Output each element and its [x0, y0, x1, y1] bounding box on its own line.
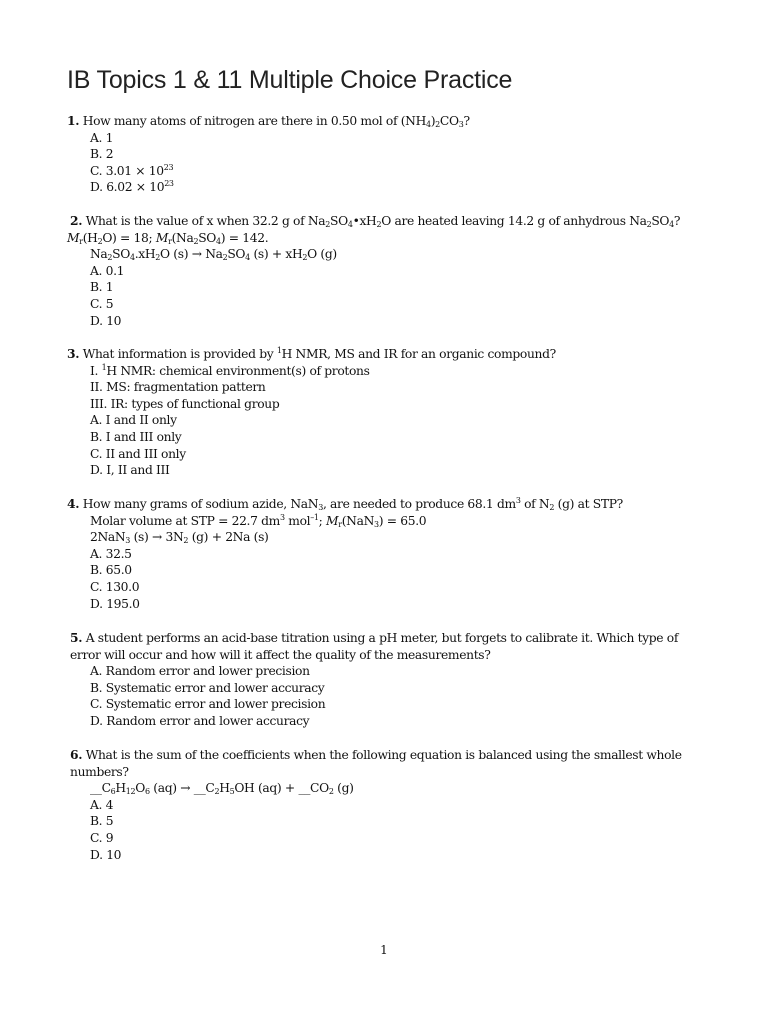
given-text: Molar volume at STP = 22.7 dm — [90, 513, 280, 528]
given-text: mol — [284, 513, 311, 528]
subscript: 4 — [245, 253, 250, 263]
subscript: 3 — [318, 503, 323, 512]
subscript: 2 — [183, 536, 189, 546]
subscript: 2 — [222, 253, 228, 263]
question-number: 5. — [70, 630, 83, 645]
subscript: r — [79, 236, 83, 246]
superscript: 23 — [163, 162, 174, 172]
subscript: 2 — [646, 220, 652, 229]
question-stem — [67, 747, 691, 780]
stem-text: of N — [520, 497, 550, 511]
option-a: A. 1 — [90, 130, 114, 145]
eq-text: SO — [112, 247, 130, 262]
stem-text: (H — [82, 230, 98, 245]
eq-text: O (g) — [307, 247, 337, 262]
statement-i — [67, 363, 687, 380]
eq-text: H — [115, 781, 126, 796]
italic-m: M — [326, 513, 339, 528]
option-c: C. Systematic error and lower precision — [90, 697, 326, 712]
subscript: r — [338, 519, 342, 529]
subscript: 3 — [373, 519, 379, 529]
eq-text: (s) + xH — [249, 247, 303, 262]
subscript: r — [168, 236, 172, 246]
subscript: 2 — [107, 253, 113, 263]
option-a: A. 32.5 — [90, 546, 132, 561]
option-c: C. II and III only — [90, 446, 186, 461]
option-d: D. Random error and lower accuracy — [90, 713, 310, 728]
given-text: ) = 65.0 — [378, 513, 427, 528]
option-a: A. 0.1 — [90, 263, 125, 278]
subscript: 2 — [193, 236, 199, 246]
question-stem — [67, 113, 687, 130]
subscript: 2 — [155, 253, 160, 263]
option-b: B. 5 — [90, 814, 114, 829]
stem-text: ) = 142. — [220, 230, 269, 245]
stem-text: How many grams of sodium azide, NaN — [82, 497, 319, 511]
question-stem — [67, 346, 687, 363]
question-number: 2. — [70, 213, 83, 228]
eq-text: O — [135, 781, 145, 796]
page-number: 1 — [380, 943, 388, 957]
subscript: 2 — [549, 503, 555, 512]
stem-text: How many atoms of nitrogen are there in 0.50 mol of (NH — [82, 114, 426, 128]
page-title: IB Topics 1 & 11 Multiple Choice Practice — [67, 66, 513, 94]
stem-text: ? — [673, 214, 681, 228]
option-text: C. 3.01 × 10 — [90, 163, 164, 178]
subscript: 4 — [347, 220, 353, 229]
molar-mass-line — [67, 230, 687, 247]
statement-iii: III. IR: types of functional group — [90, 396, 280, 411]
subscript: 4 — [129, 253, 135, 263]
eq-text: O (s) → Na — [160, 247, 223, 262]
stem-text: •xH — [352, 214, 377, 228]
stem-text: ) — [430, 114, 436, 128]
subscript: 2 — [302, 253, 308, 263]
statement-text: H NMR: chemical environment(s) of protons — [106, 363, 370, 378]
given-data — [67, 513, 687, 530]
stem-text: SO — [651, 214, 670, 228]
eq-text: (s) → 3N — [130, 530, 184, 545]
statement-text: I. — [90, 363, 102, 378]
eq-text: 2NaN — [90, 530, 126, 545]
equation — [67, 780, 691, 797]
question-stem — [67, 630, 689, 663]
question-5 — [67, 630, 689, 730]
option-b: B. 2 — [90, 147, 114, 162]
stem-text: (g) at STP? — [554, 497, 623, 511]
stem-text: What is the sum of the coefficients when the following equation is balanced using the smallest whole numbers? — [70, 748, 682, 779]
subscript: 4 — [425, 120, 431, 129]
superscript: 3 — [279, 512, 285, 522]
subscript: 2 — [376, 220, 382, 229]
option-a: A. Random error and lower precision — [90, 664, 310, 679]
question-6 — [67, 747, 691, 863]
superscript: 1 — [276, 346, 282, 355]
stem-text: (Na — [171, 230, 194, 245]
question-stem — [67, 496, 687, 513]
subscript: 2 — [435, 120, 440, 129]
subscript: 12 — [125, 787, 136, 797]
stem-text: A student performs an acid-base titration using a pH meter, but forgets to calibrate it. Which type of error will occur and how will it affect the quality of the measurements? — [70, 631, 679, 662]
subscript: 2 — [97, 236, 103, 246]
stem-text: What is the value of x when 32.2 g of Na — [85, 214, 326, 228]
superscript: 3 — [515, 496, 521, 505]
subscript: 6 — [145, 787, 150, 797]
option-d: D. 10 — [90, 847, 122, 862]
stem-text: CO — [439, 114, 459, 128]
option-d: D. 10 — [90, 313, 122, 328]
option-c: C. 5 — [90, 296, 114, 311]
option-b: B. 65.0 — [90, 563, 132, 578]
option-b: B. 1 — [90, 280, 114, 295]
option-a: A. I and II only — [90, 413, 177, 428]
option-d: D. 195.0 — [90, 596, 140, 611]
equation — [67, 529, 687, 546]
stem-text: , are needed to produce 68.1 dm — [322, 497, 516, 511]
option-b: B. I and III only — [90, 429, 182, 444]
subscript: 2 — [214, 787, 220, 797]
equation — [67, 246, 687, 263]
eq-text: H — [219, 781, 230, 796]
subscript: 2 — [325, 220, 330, 229]
statement-ii: II. MS: fragmentation pattern — [90, 380, 266, 395]
option-c: C. 130.0 — [90, 579, 140, 594]
italic-m: M — [67, 230, 80, 245]
stem-text: O are heated leaving 14.2 g of anhydrous Na — [381, 214, 647, 228]
stem-text: O) = 18; — [102, 230, 156, 245]
eq-text: Na — [90, 247, 108, 262]
question-3 — [67, 346, 687, 479]
subscript: 3 — [125, 536, 131, 546]
option-d: D. I, II and III — [90, 463, 170, 478]
eq-text: SO — [227, 247, 246, 262]
question-number: 4. — [67, 496, 80, 511]
subscript: 6 — [110, 787, 116, 797]
subscript: 2 — [328, 787, 334, 797]
given-text: (NaN — [341, 513, 374, 528]
superscript: 1 — [101, 362, 107, 372]
subscript: 5 — [229, 787, 235, 797]
subscript: 4 — [669, 220, 674, 229]
eq-text: OH (aq) + __CO — [234, 781, 329, 796]
option-c: C. 9 — [90, 830, 114, 845]
superscript: 23 — [164, 179, 174, 189]
eq-text: (g) — [333, 781, 354, 796]
italic-m: M — [155, 230, 169, 245]
option-text: D. 6.02 × 10 — [90, 180, 165, 195]
eq-text: __C — [90, 781, 111, 796]
subscript: 3 — [458, 120, 464, 129]
eq-text: .xH — [134, 247, 156, 262]
question-number: 3. — [67, 346, 80, 361]
option-b: B. Systematic error and lower accuracy — [90, 680, 325, 695]
eq-text: (aq) → __C — [149, 781, 215, 796]
question-number: 1. — [67, 113, 80, 128]
question-1 — [67, 113, 687, 196]
superscript: –1 — [310, 512, 319, 522]
option-c — [67, 163, 687, 180]
eq-text: (g) + 2Na (s) — [188, 530, 269, 545]
option-a: A. 4 — [90, 797, 114, 812]
stem-text: H NMR, MS and IR for an organic compound? — [281, 347, 556, 361]
option-d — [67, 179, 687, 196]
stem-text: SO — [198, 230, 217, 245]
question-2 — [67, 213, 687, 329]
stem-text: ? — [463, 114, 470, 128]
given-text: ; — [318, 513, 326, 528]
stem-text: SO — [330, 214, 348, 228]
stem-text: What information is provided by — [82, 347, 277, 361]
question-number: 6. — [70, 747, 83, 762]
question-4 — [67, 496, 687, 612]
question-stem — [67, 213, 687, 230]
subscript: 4 — [216, 236, 221, 246]
